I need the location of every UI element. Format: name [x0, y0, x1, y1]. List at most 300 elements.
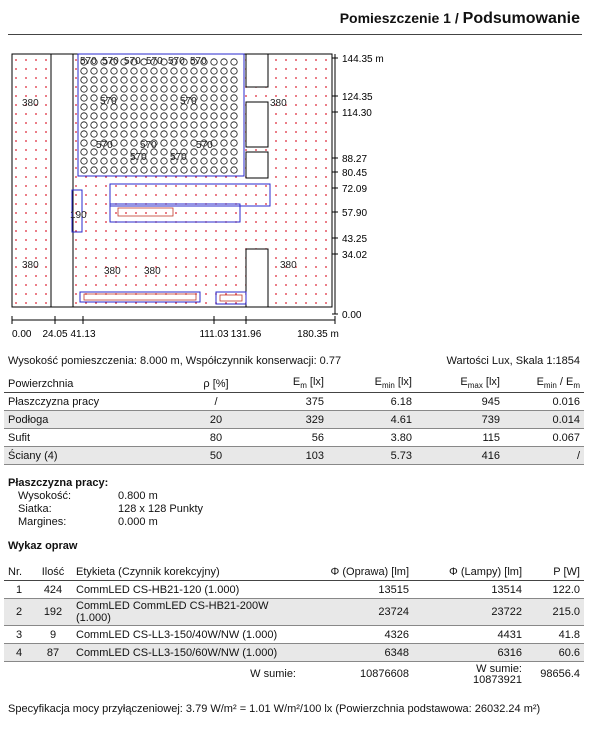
- luminaire-symbol: [201, 158, 207, 164]
- grid-point: [125, 248, 127, 250]
- grid-point: [35, 185, 37, 187]
- grid-point: [75, 266, 77, 268]
- grid-point: [305, 68, 307, 70]
- grid-point: [25, 122, 27, 124]
- grid-point: [285, 221, 287, 223]
- luminaire-symbol: [231, 59, 237, 65]
- grid-point: [275, 167, 277, 169]
- grid-point: [135, 185, 137, 187]
- grid-point: [45, 194, 47, 196]
- grid-point: [15, 248, 17, 250]
- grid-point: [305, 185, 307, 187]
- grid-point: [45, 149, 47, 151]
- grid-point: [135, 275, 137, 277]
- grid-point: [15, 257, 17, 259]
- grid-point: [255, 185, 257, 187]
- grid-point: [215, 284, 217, 286]
- grid-point: [225, 194, 227, 196]
- grid-point: [325, 59, 327, 61]
- grid-point: [315, 68, 317, 70]
- workplane-grid-value: 128 x 128 Punkty: [118, 503, 204, 515]
- grid-point: [305, 104, 307, 106]
- luminaire-symbol: [211, 122, 217, 128]
- grid-point: [305, 194, 307, 196]
- x-tick-label: 180.35 m: [297, 329, 339, 340]
- luminaire-symbol: [131, 140, 137, 146]
- grid-point: [285, 149, 287, 151]
- luminaire-symbol: [161, 68, 167, 74]
- grid-point: [305, 77, 307, 79]
- grid-point: [95, 275, 97, 277]
- grid-point: [305, 302, 307, 304]
- grid-point: [35, 275, 37, 277]
- grid-point: [215, 239, 217, 241]
- grid-point: [285, 284, 287, 286]
- luminaire-symbol: [151, 167, 157, 173]
- luminaire-symbol: [161, 95, 167, 101]
- room-info: Wysokość pomieszczenia: 8.000 m, Współczynnik konserwacji: 0.77: [8, 355, 342, 367]
- grid-point: [285, 248, 287, 250]
- grid-point: [215, 257, 217, 259]
- grid-point: [205, 239, 207, 241]
- grid-point: [275, 77, 277, 79]
- contour-label: 570: [96, 140, 113, 151]
- grid-point: [145, 284, 147, 286]
- luminaire-symbol: [151, 158, 157, 164]
- grid-point: [265, 221, 267, 223]
- grid-point: [145, 230, 147, 232]
- grid-point: [45, 140, 47, 142]
- grid-point: [165, 212, 167, 214]
- grid-point: [35, 167, 37, 169]
- grid-point: [235, 248, 237, 250]
- grid-point: [175, 257, 177, 259]
- grid-point: [325, 221, 327, 223]
- grid-point: [325, 257, 327, 259]
- grid-point: [225, 230, 227, 232]
- grid-point: [315, 293, 317, 295]
- grid-point: [285, 185, 287, 187]
- luminaire-symbol: [211, 77, 217, 83]
- grid-point: [15, 158, 17, 160]
- luminaire-symbol: [221, 158, 227, 164]
- luminaire-symbol: [161, 149, 167, 155]
- luminaire-symbol: [181, 122, 187, 128]
- grid-point: [295, 239, 297, 241]
- grid-point: [255, 212, 257, 214]
- grid-point: [85, 194, 87, 196]
- luminaire-list-title: Wykaz opraw: [8, 540, 78, 552]
- grid-point: [95, 266, 97, 268]
- grid-point: [195, 194, 197, 196]
- luminaire-symbol: [121, 77, 127, 83]
- luminaire-symbol: [231, 68, 237, 74]
- grid-point: [305, 284, 307, 286]
- luminaire-symbol: [111, 68, 117, 74]
- grid-point: [15, 176, 17, 178]
- grid-point: [45, 203, 47, 205]
- luminaire-symbol: [211, 131, 217, 137]
- grid-point: [25, 158, 27, 160]
- grid-point: [45, 257, 47, 259]
- luminaire-symbol: [201, 122, 207, 128]
- page-title: Pomieszczenie 1 /: [339, 10, 463, 26]
- grid-point: [305, 230, 307, 232]
- workplane-height-value: 0.800 m: [118, 490, 158, 502]
- luminaire-symbol: [81, 149, 87, 155]
- luminaire-symbol: [211, 86, 217, 92]
- y-tick-label: 114.30: [342, 108, 372, 119]
- luminaire-sum-row: W sumie: 10876608 W sumie: 10873921 98656.4: [250, 663, 580, 686]
- grid-point: [205, 284, 207, 286]
- luminaire-symbol: [111, 167, 117, 173]
- grid-point: [165, 257, 167, 259]
- luminaire-symbol: [191, 77, 197, 83]
- surface-row: Płaszczyzna pracy / 375 6.18 945 0.016: [4, 393, 584, 411]
- luminaire-symbol: [91, 167, 97, 173]
- luminaire-symbol: [221, 104, 227, 110]
- luminaire-symbol: [181, 140, 187, 146]
- grid-point: [265, 95, 267, 97]
- contour-label: 380: [270, 98, 287, 109]
- grid-point: [85, 248, 87, 250]
- luminaire-symbol: [151, 104, 157, 110]
- grid-point: [285, 194, 287, 196]
- luminaire-symbol: [111, 86, 117, 92]
- contour-label: 570: [102, 56, 119, 67]
- grid-point: [95, 284, 97, 286]
- grid-point: [15, 140, 17, 142]
- grid-point: [325, 203, 327, 205]
- y-tick-label: 144.35 m: [342, 54, 384, 65]
- grid-point: [265, 212, 267, 214]
- grid-point: [185, 275, 187, 277]
- grid-point: [15, 293, 17, 295]
- luminaire-symbol: [141, 167, 147, 173]
- grid-point: [35, 131, 37, 133]
- grid-point: [185, 230, 187, 232]
- grid-point: [285, 230, 287, 232]
- grid-point: [165, 194, 167, 196]
- luminaire-symbol: [101, 158, 107, 164]
- grid-point: [185, 212, 187, 214]
- contour-label: 380: [22, 260, 39, 271]
- grid-point: [255, 230, 257, 232]
- grid-point: [15, 59, 17, 61]
- grid-point: [255, 95, 257, 97]
- grid-point: [15, 275, 17, 277]
- workplane-margins-value: 0.000 m: [118, 516, 158, 528]
- grid-point: [25, 77, 27, 79]
- grid-point: [185, 266, 187, 268]
- grid-point: [325, 104, 327, 106]
- grid-point: [75, 176, 77, 178]
- grid-point: [305, 131, 307, 133]
- grid-point: [215, 230, 217, 232]
- page-header: [340, 10, 580, 28]
- grid-point: [25, 59, 27, 61]
- luminaire-symbol: [101, 167, 107, 173]
- luminaire-symbol: [201, 95, 207, 101]
- grid-point: [175, 185, 177, 187]
- grid-point: [315, 167, 317, 169]
- grid-point: [25, 203, 27, 205]
- luminaire-symbol: [81, 122, 87, 128]
- grid-point: [295, 212, 297, 214]
- grid-point: [135, 194, 137, 196]
- grid-point: [295, 275, 297, 277]
- luminaire-symbol: [81, 68, 87, 74]
- contour-label: 380: [22, 98, 39, 109]
- grid-point: [115, 230, 117, 232]
- luminaire-symbol: [201, 113, 207, 119]
- grid-point: [185, 239, 187, 241]
- grid-point: [135, 239, 137, 241]
- luminaire-symbol: [171, 122, 177, 128]
- grid-point: [85, 275, 87, 277]
- grid-point: [115, 185, 117, 187]
- grid-point: [245, 194, 247, 196]
- luminaire-symbol: [211, 158, 217, 164]
- grid-point: [15, 239, 17, 241]
- grid-point: [285, 122, 287, 124]
- x-tick-label: 0.00: [12, 329, 32, 340]
- luminaire-symbol: [81, 140, 87, 146]
- grid-point: [315, 77, 317, 79]
- grid-point: [175, 284, 177, 286]
- luminaire-symbol: [161, 140, 167, 146]
- grid-point: [175, 230, 177, 232]
- luminaire-symbol: [201, 131, 207, 137]
- grid-point: [285, 239, 287, 241]
- grid-point: [325, 230, 327, 232]
- grid-point: [115, 284, 117, 286]
- grid-point: [305, 203, 307, 205]
- grid-point: [165, 239, 167, 241]
- workplane-margins-label: Margines:: [18, 516, 67, 528]
- grid-point: [275, 158, 277, 160]
- grid-point: [125, 194, 127, 196]
- grid-point: [145, 257, 147, 259]
- grid-point: [275, 266, 277, 268]
- grid-point: [315, 230, 317, 232]
- grid-point: [315, 86, 317, 88]
- grid-point: [225, 185, 227, 187]
- grid-point: [215, 275, 217, 277]
- grid-point: [245, 230, 247, 232]
- grid-point: [245, 149, 247, 151]
- grid-point: [25, 239, 27, 241]
- grid-point: [45, 131, 47, 133]
- grid-point: [275, 212, 277, 214]
- grid-point: [25, 248, 27, 250]
- y-tick-label: 124.35: [342, 92, 373, 103]
- luminaire-symbol: [101, 122, 107, 128]
- luminaire-symbol: [121, 122, 127, 128]
- contour-label: 570: [168, 56, 185, 67]
- luminaire-symbol: [141, 122, 147, 128]
- luminaire-symbol: [171, 140, 177, 146]
- grid-point: [295, 221, 297, 223]
- luminaire-symbol: [91, 113, 97, 119]
- grid-point: [315, 122, 317, 124]
- grid-point: [295, 59, 297, 61]
- grid-point: [305, 248, 307, 250]
- grid-point: [245, 185, 247, 187]
- y-tick-label: 88.27: [342, 154, 368, 165]
- grid-point: [125, 230, 127, 232]
- luminaire-symbol: [111, 113, 117, 119]
- luminaire-symbol: [231, 149, 237, 155]
- grid-point: [185, 185, 187, 187]
- grid-point: [35, 59, 37, 61]
- x-tick-label: 41.13: [70, 329, 96, 340]
- grid-point: [315, 275, 317, 277]
- grid-point: [305, 221, 307, 223]
- grid-point: [85, 230, 87, 232]
- grid-point: [195, 212, 197, 214]
- grid-point: [245, 239, 247, 241]
- luminaire-symbol: [201, 104, 207, 110]
- grid-point: [45, 239, 47, 241]
- luminaire-symbol: [91, 122, 97, 128]
- luminaire-symbol: [81, 131, 87, 137]
- luminaire-row: 3 9 CommLED CS-LL3-150/40W/NW (1.000) 4326 4431 41.8: [4, 626, 584, 644]
- grid-point: [175, 212, 177, 214]
- contour-label: 570: [180, 96, 197, 107]
- grid-point: [35, 113, 37, 115]
- grid-point: [175, 239, 177, 241]
- luminaire-symbol: [151, 77, 157, 83]
- luminaire-symbol: [151, 113, 157, 119]
- grid-point: [75, 140, 77, 142]
- grid-point: [205, 293, 207, 295]
- grid-point: [225, 257, 227, 259]
- grid-point: [275, 122, 277, 124]
- grid-point: [45, 284, 47, 286]
- grid-point: [45, 266, 47, 268]
- luminaire-symbol: [231, 86, 237, 92]
- grid-point: [25, 194, 27, 196]
- grid-point: [255, 203, 257, 205]
- grid-point: [145, 194, 147, 196]
- grid-point: [75, 149, 77, 151]
- grid-point: [295, 167, 297, 169]
- luminaire-symbol: [191, 131, 197, 137]
- luminaire-symbol: [161, 158, 167, 164]
- grid-point: [315, 257, 317, 259]
- grid-point: [205, 302, 207, 304]
- luminaire-symbol: [131, 113, 137, 119]
- luminaire-symbol: [201, 77, 207, 83]
- grid-point: [75, 248, 77, 250]
- luminaire-symbol: [231, 95, 237, 101]
- grid-point: [295, 194, 297, 196]
- grid-point: [105, 257, 107, 259]
- luminaire-symbol: [181, 68, 187, 74]
- grid-point: [215, 185, 217, 187]
- luminaire-symbol: [131, 104, 137, 110]
- grid-point: [295, 302, 297, 304]
- luminaire-symbol: [161, 113, 167, 119]
- grid-point: [15, 194, 17, 196]
- luminaire-symbol: [221, 86, 227, 92]
- grid-point: [175, 194, 177, 196]
- luminaire-symbol: [231, 104, 237, 110]
- grid-point: [25, 113, 27, 115]
- luminaire-symbol: [221, 59, 227, 65]
- grid-point: [265, 149, 267, 151]
- y-axis-ticks: [332, 54, 384, 321]
- grid-point: [275, 302, 277, 304]
- grid-point: [275, 149, 277, 151]
- grid-point: [25, 86, 27, 88]
- contour-label: 570: [190, 56, 207, 67]
- grid-point: [75, 284, 77, 286]
- luminaire-symbol: [111, 131, 117, 137]
- grid-point: [25, 230, 27, 232]
- surface-table-header: Powierzchnia ρ [%] $E_m$ [lx] $E_{min}$ [lx] $E_{max}$ [lx] $E_{min} / E_m$: [4, 375, 584, 393]
- grid-point: [75, 257, 77, 259]
- luminaire-symbol: [201, 68, 207, 74]
- grid-point: [85, 185, 87, 187]
- contour-label: 570: [140, 140, 157, 151]
- grid-point: [325, 158, 327, 160]
- grid-point: [315, 149, 317, 151]
- luminaire-symbol: [131, 167, 137, 173]
- workplane-title: Płaszczyzna pracy:: [8, 477, 109, 489]
- grid-point: [275, 257, 277, 259]
- grid-point: [275, 113, 277, 115]
- contour-label: 570: [100, 96, 117, 107]
- luminaire-row: 2 192 CommLED CommLED CS-HB21-200W (1.000) 23724 23722 215.0: [4, 599, 584, 626]
- luminaire-symbol: [141, 68, 147, 74]
- grid-point: [305, 122, 307, 124]
- grid-point: [315, 194, 317, 196]
- luminaire-symbol: [131, 95, 137, 101]
- grid-point: [195, 284, 197, 286]
- grid-point: [315, 239, 317, 241]
- grid-point: [125, 212, 127, 214]
- grid-point: [295, 140, 297, 142]
- grid-point: [165, 248, 167, 250]
- grid-point: [25, 293, 27, 295]
- grid-point: [75, 95, 77, 97]
- grid-point: [305, 95, 307, 97]
- grid-point: [305, 257, 307, 259]
- grid-point: [95, 185, 97, 187]
- grid-point: [75, 221, 77, 223]
- grid-point: [75, 68, 77, 70]
- grid-point: [95, 239, 97, 241]
- luminaire-symbol: [121, 68, 127, 74]
- grid-point: [15, 284, 17, 286]
- grid-point: [205, 275, 207, 277]
- grid-point: [275, 275, 277, 277]
- grid-point: [95, 194, 97, 196]
- grid-point: [295, 104, 297, 106]
- grid-point: [305, 59, 307, 61]
- luminaire-symbol: [101, 113, 107, 119]
- power-spec-footer: Specyfikacja mocy przyłączeniowej: 3.79 W/m² = 1.01 W/m²/100 lx (Powierzchnia podstawowa: 26032.24 m²): [8, 703, 541, 715]
- grid-point: [85, 203, 87, 205]
- luminaire-symbol: [191, 158, 197, 164]
- grid-point: [205, 212, 207, 214]
- luminaire-symbol: [181, 131, 187, 137]
- grid-point: [15, 185, 17, 187]
- luminaire-symbol: [221, 77, 227, 83]
- grid-point: [315, 248, 317, 250]
